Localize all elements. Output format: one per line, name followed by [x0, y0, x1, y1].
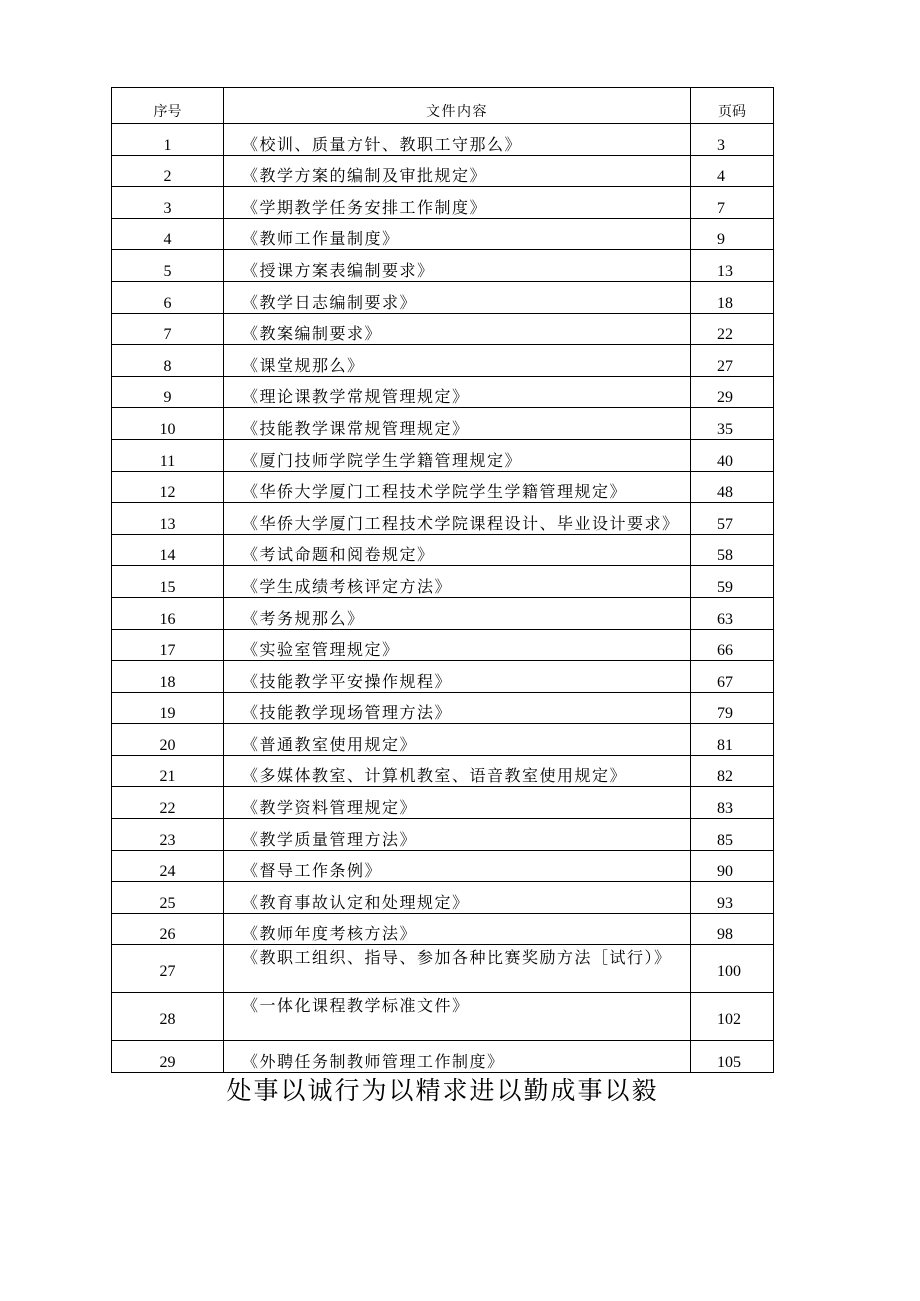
row-title: 《教职工组织、指导、参加各种比赛奖励方法［试行）》	[224, 945, 691, 993]
row-title: 《教学资料管理规定》	[224, 787, 691, 819]
motto-text: 处事以诚行为以精求进以勤成事以毅	[226, 1076, 659, 1105]
row-number: 29	[112, 1041, 224, 1073]
row-number: 9	[112, 376, 224, 408]
row-number: 27	[112, 945, 224, 993]
row-page: 29	[691, 376, 774, 408]
row-number: 23	[112, 819, 224, 851]
row-page: 85	[691, 819, 774, 851]
row-number: 7	[112, 313, 224, 345]
row-number: 3	[112, 187, 224, 219]
table-row	[112, 250, 774, 282]
row-page: 63	[691, 597, 774, 629]
row-page: 66	[691, 629, 774, 661]
row-title: 《教案编制要求》	[224, 313, 691, 345]
row-number: 18	[112, 661, 224, 693]
table-row	[112, 534, 774, 566]
row-title: 《考试命题和阅卷规定》	[224, 534, 691, 566]
row-number: 16	[112, 597, 224, 629]
row-page: 9	[691, 218, 774, 250]
row-page: 13	[691, 250, 774, 282]
row-number: 1	[112, 124, 224, 156]
row-title: 《厦门技师学院学生学籍管理规定》	[224, 439, 691, 471]
table-row	[112, 882, 774, 914]
row-number: 22	[112, 787, 224, 819]
row-title: 《华侨大学厦门工程技术学院学生学籍管理规定》	[224, 471, 691, 503]
row-page: 83	[691, 787, 774, 819]
row-page: 90	[691, 850, 774, 882]
row-number: 21	[112, 755, 224, 787]
row-number: 15	[112, 566, 224, 598]
header-title: 文件内容	[224, 88, 691, 124]
table-row	[112, 345, 774, 377]
row-title: 《实验室管理规定》	[224, 629, 691, 661]
row-page: 57	[691, 503, 774, 535]
table-row	[112, 471, 774, 503]
row-title: 《课堂规那么》	[224, 345, 691, 377]
row-page: 58	[691, 534, 774, 566]
header-number: 序号	[112, 88, 224, 124]
row-number: 17	[112, 629, 224, 661]
row-title: 《技能教学平安操作规程》	[224, 661, 691, 693]
table-row	[112, 439, 774, 471]
row-number: 13	[112, 503, 224, 535]
row-page: 48	[691, 471, 774, 503]
row-page: 7	[691, 187, 774, 219]
row-title: 《普通教室使用规定》	[224, 724, 691, 756]
row-number: 28	[112, 993, 224, 1041]
row-number: 11	[112, 439, 224, 471]
row-number: 5	[112, 250, 224, 282]
row-page: 102	[691, 993, 774, 1041]
table-row	[112, 187, 774, 219]
row-title: 《授课方案表编制要求》	[224, 250, 691, 282]
table-row	[112, 787, 774, 819]
table-header-row	[112, 88, 774, 124]
row-title: 《一体化课程教学标准文件》	[224, 993, 691, 1041]
row-title: 《理论课教学常规管理规定》	[224, 376, 691, 408]
table-row	[112, 724, 774, 756]
table-row	[112, 692, 774, 724]
row-title: 《教学日志编制要求》	[224, 281, 691, 313]
table-row	[112, 155, 774, 187]
row-page: 40	[691, 439, 774, 471]
row-page: 35	[691, 408, 774, 440]
table-row	[112, 124, 774, 156]
row-number: 24	[112, 850, 224, 882]
table-row	[112, 1041, 774, 1073]
row-number: 26	[112, 913, 224, 945]
row-number: 4	[112, 218, 224, 250]
row-page: 105	[691, 1041, 774, 1073]
row-page: 81	[691, 724, 774, 756]
table-row	[112, 755, 774, 787]
row-page: 22	[691, 313, 774, 345]
row-page: 18	[691, 281, 774, 313]
row-number: 14	[112, 534, 224, 566]
row-title: 《教师年度考核方法》	[224, 913, 691, 945]
row-number: 2	[112, 155, 224, 187]
row-page: 100	[691, 945, 774, 993]
row-number: 10	[112, 408, 224, 440]
row-number: 19	[112, 692, 224, 724]
row-title: 《多媒体教室、计算机教室、语音教室使用规定》	[224, 755, 691, 787]
table-row	[112, 218, 774, 250]
row-title: 《技能教学课常规管理规定》	[224, 408, 691, 440]
row-number: 8	[112, 345, 224, 377]
row-page: 3	[691, 124, 774, 156]
row-page: 93	[691, 882, 774, 914]
table-body	[112, 124, 774, 1073]
row-title: 《学生成绩考核评定方法》	[224, 566, 691, 598]
row-page: 59	[691, 566, 774, 598]
row-title: 《校训、质量方针、教职工守那么》	[224, 124, 691, 156]
table-row	[112, 376, 774, 408]
table-row	[112, 408, 774, 440]
table-row	[112, 945, 774, 993]
row-title: 《教师工作量制度》	[224, 218, 691, 250]
table-row	[112, 993, 774, 1041]
table-row	[112, 913, 774, 945]
row-page: 79	[691, 692, 774, 724]
table-row	[112, 850, 774, 882]
row-title: 《华侨大学厦门工程技术学院课程设计、毕业设计要求》	[224, 503, 691, 535]
row-title: 《督导工作条例》	[224, 850, 691, 882]
table-row	[112, 503, 774, 535]
table-row	[112, 313, 774, 345]
table-row	[112, 281, 774, 313]
row-title: 《外聘任务制教师管理工作制度》	[224, 1041, 691, 1073]
row-number: 6	[112, 281, 224, 313]
row-title: 《学期教学任务安排工作制度》	[224, 187, 691, 219]
row-page: 4	[691, 155, 774, 187]
table-row	[112, 629, 774, 661]
table-row	[112, 661, 774, 693]
row-page: 27	[691, 345, 774, 377]
header-page: 页码	[691, 88, 774, 124]
table-row	[112, 819, 774, 851]
row-title: 《教学质量管理方法》	[224, 819, 691, 851]
row-number: 25	[112, 882, 224, 914]
row-number: 12	[112, 471, 224, 503]
row-page: 98	[691, 913, 774, 945]
table-row	[112, 597, 774, 629]
table-row	[112, 566, 774, 598]
table-of-contents	[111, 87, 774, 1073]
row-title: 《教育事故认定和处理规定》	[224, 882, 691, 914]
row-page: 82	[691, 755, 774, 787]
row-title: 《教学方案的编制及审批规定》	[224, 155, 691, 187]
row-page: 67	[691, 661, 774, 693]
row-title: 《技能教学现场管理方法》	[224, 692, 691, 724]
row-number: 20	[112, 724, 224, 756]
row-title: 《考务规那么》	[224, 597, 691, 629]
